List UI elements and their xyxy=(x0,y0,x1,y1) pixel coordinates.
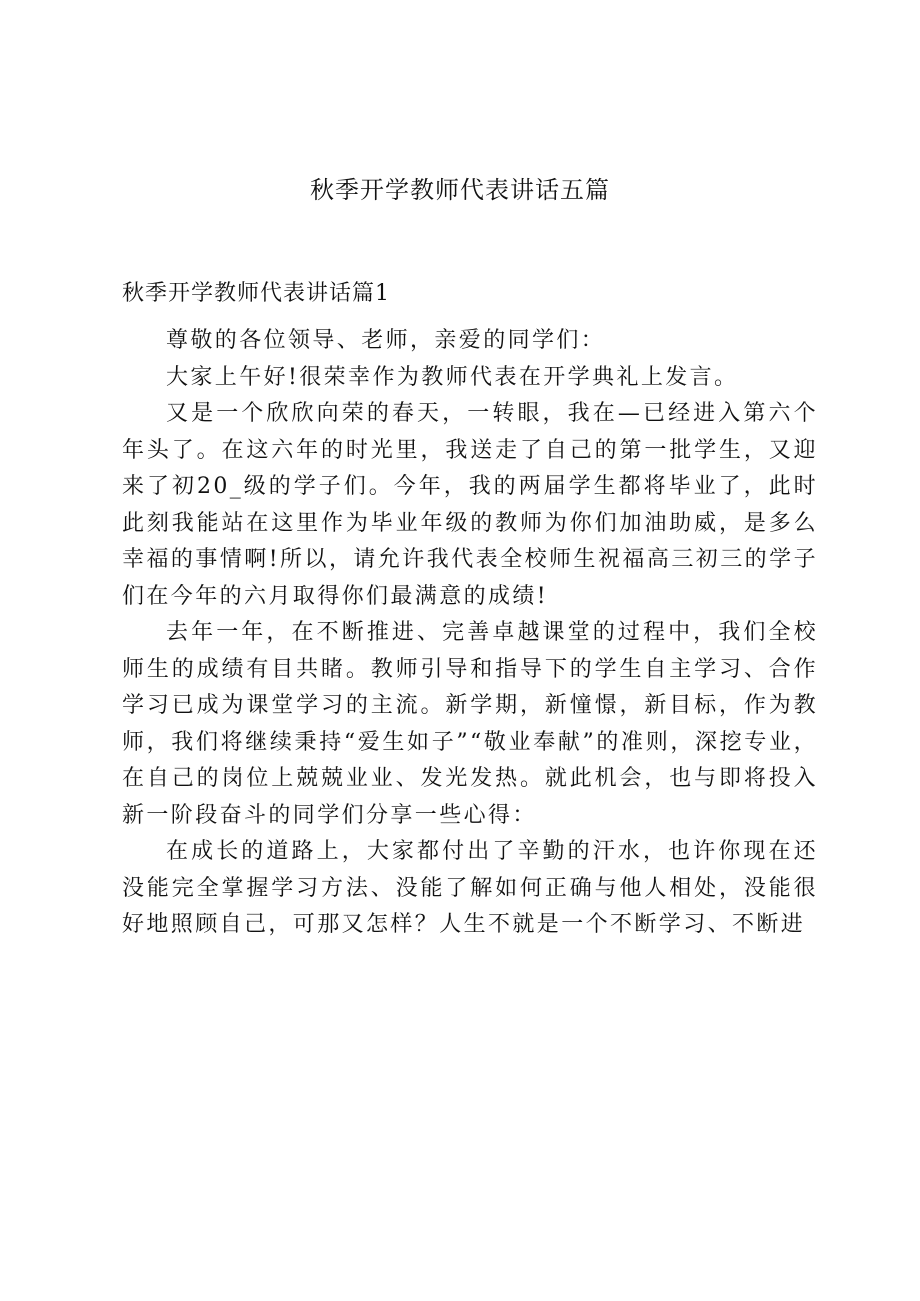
paragraph-last-year: 去年一年，在不断推进、完善卓越课堂的过程中，我们全校师生的成绩有目共睹。教师引导和指导下的学生自主学习、合作学习已成为课堂学习的主流。新学期，新憧憬，新目标，作为教师，我们将继续秉持“爱生如子”“敬业奉献”的准则，深挖专业，在自己的岗位上兢兢业业、发光发热。就此机会，也与即将投入新一阶段奋斗的同学们分享一些心得： xyxy=(122,620,818,828)
paragraph-greeting: 尊敬的各位领导、老师，亲爱的同学们： xyxy=(166,328,606,353)
paragraph-six-years: 又是一个欣欣向荣的春天，一转眼，我在—已经进入第六个年头了。在这六年的时光里，我送走了自己的第一批学生，又迎来了初20_级的学子们。今年，我的两届学生都将毕业了，此时此刻我能站在这里作为毕业年级的教师为你们加油助威，是多么幸福的事情啊!所以，请允许我代表全校师生祝福高三初三的学子们在今年的六月取得你们最满意的成绩! xyxy=(122,401,818,609)
document-title: 秋季开学教师代表讲话五篇 xyxy=(310,176,610,204)
paragraph-opening: 大家上午好!很荣幸作为教师代表在开学典礼上发言。 xyxy=(166,364,739,390)
section-heading: 秋季开学教师代表讲话篇1 xyxy=(122,281,390,306)
paragraph-growth: 在成长的道路上，大家都付出了辛勤的汗水，也许你现在还没能完全掌握学习方法、没能了解如何正确与他人相处，没能很好地照顾自己，可那又怎样？人生不就是一个不断学习、不断进 xyxy=(122,839,818,937)
document-body xyxy=(122,323,818,944)
